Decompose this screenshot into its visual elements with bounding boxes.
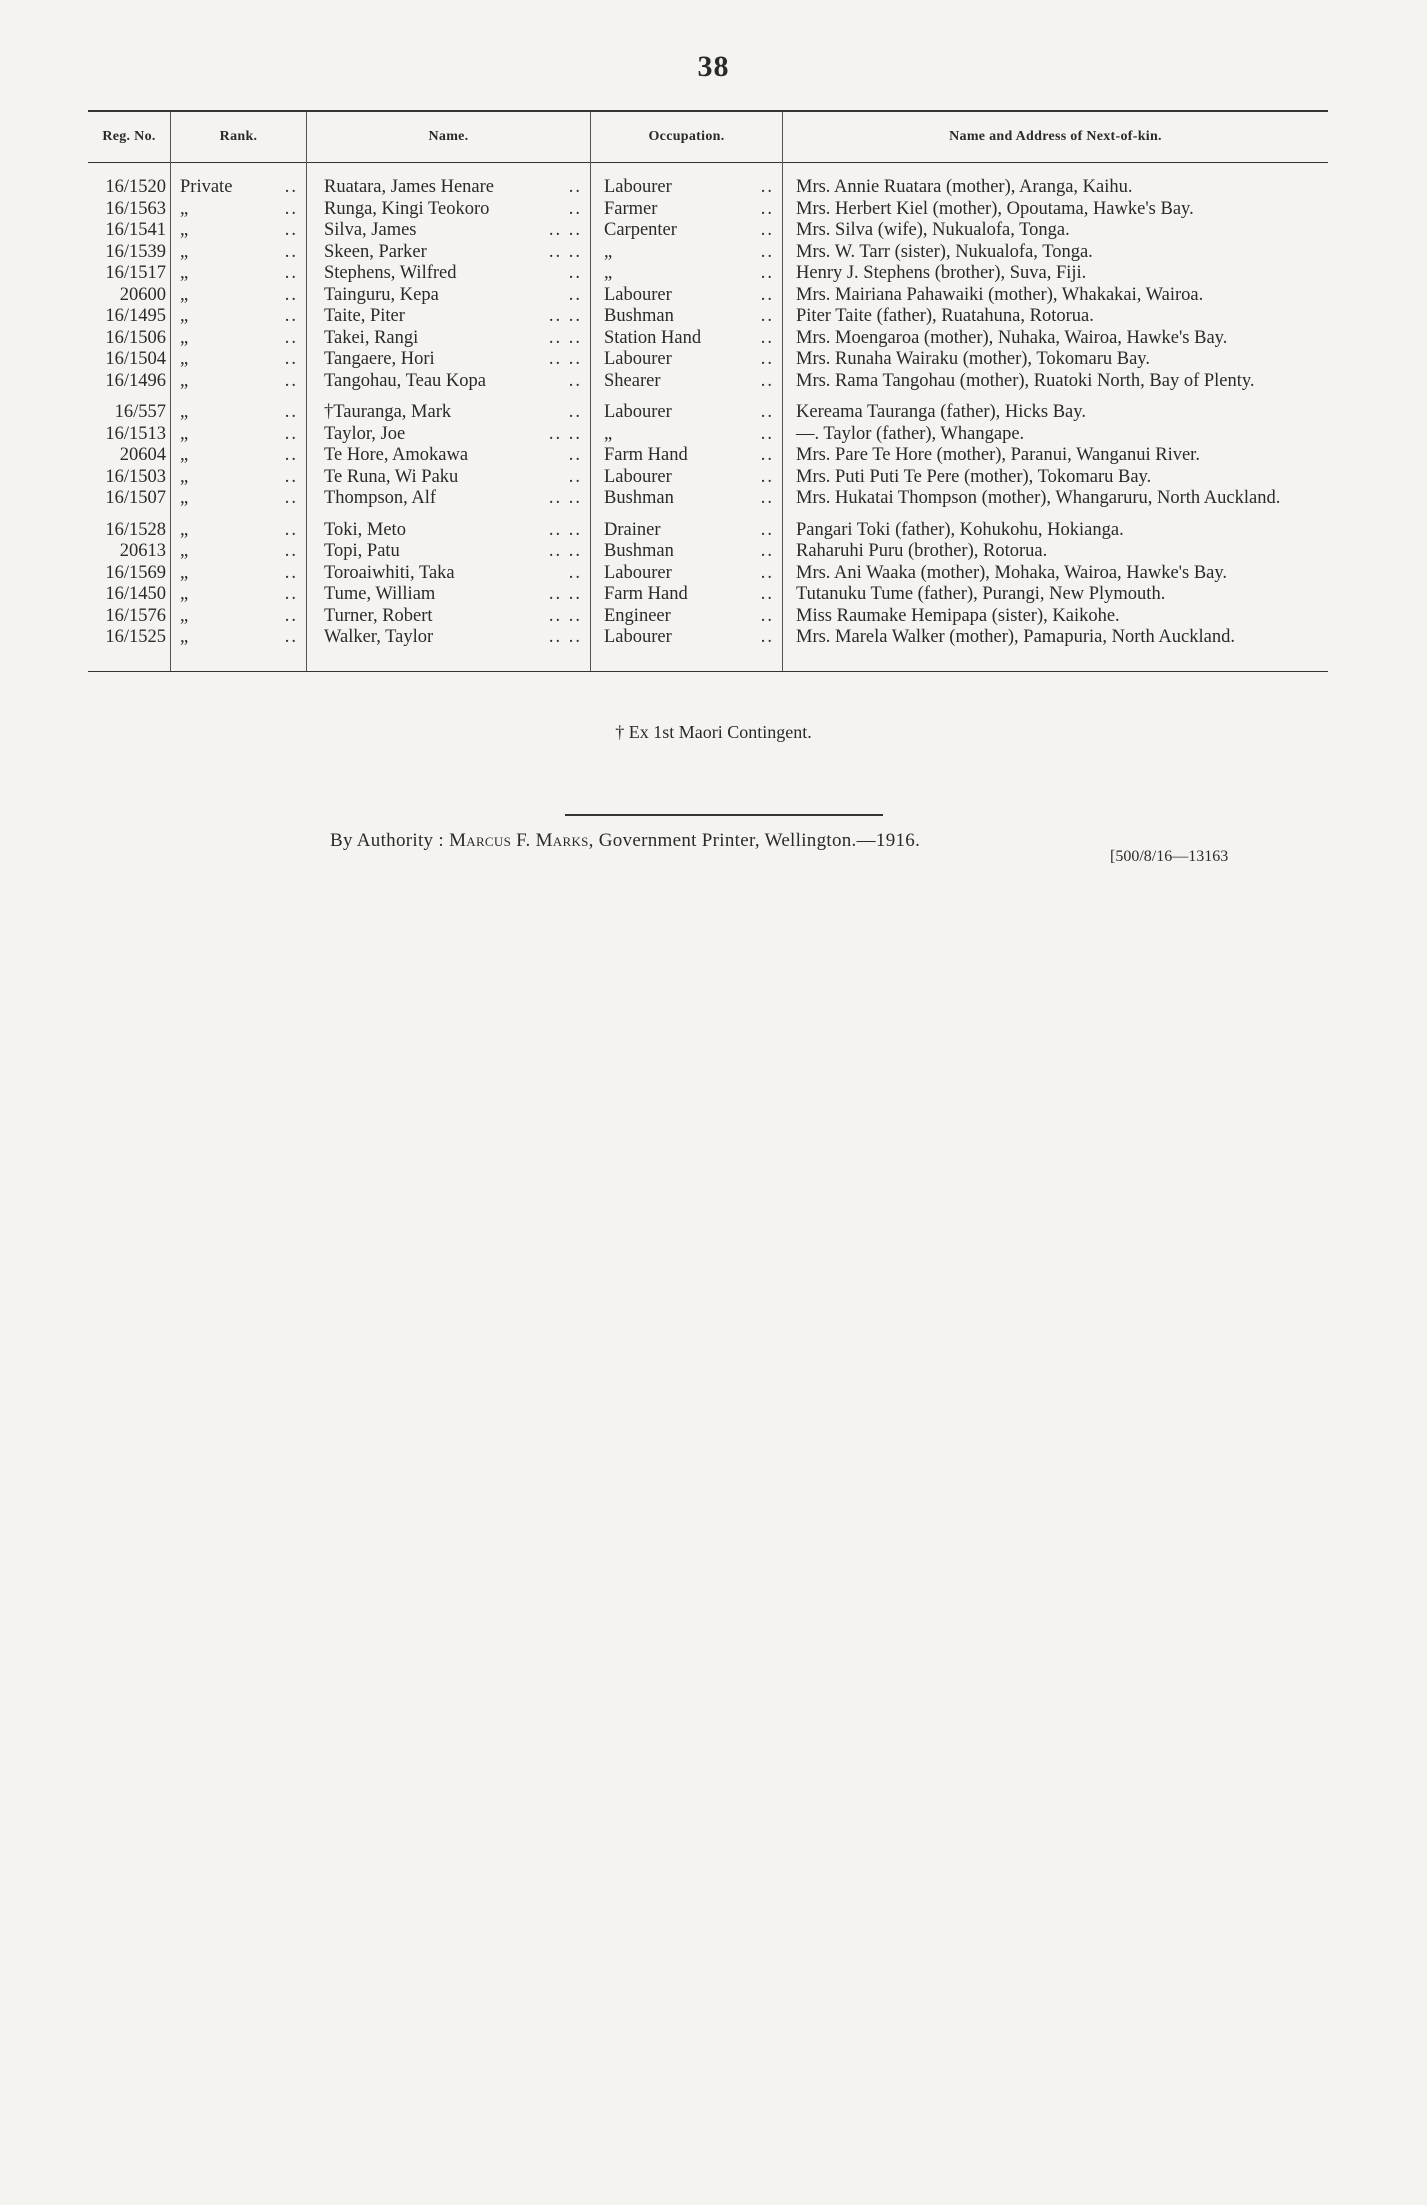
leader-dots: .. <box>760 284 774 305</box>
roll-of-honour-table <box>88 110 1328 672</box>
leader-dots: .. .. <box>548 605 582 626</box>
occupation-text: „ <box>604 263 613 283</box>
name-text: Turner, Robert <box>324 605 433 626</box>
leader-dots: .. <box>284 327 298 348</box>
table-row <box>88 371 1328 393</box>
table-header <box>88 112 1328 163</box>
leader-dots: .. <box>760 177 774 197</box>
next-of-kin-cell: Mrs. Annie Ruatara (mother), Aranga, Kaihu. <box>796 177 1133 197</box>
name-text: Thompson, Alf <box>324 488 437 508</box>
name-cell <box>306 328 590 350</box>
leader-dots: .. <box>760 241 774 262</box>
next-of-kin-cell: Piter Taite (father), Ruatahuna, Rotorua. <box>796 306 1094 326</box>
occupation-cell <box>590 349 782 371</box>
leader-dots: .. .. <box>548 423 582 444</box>
name-text: Walker, Taylor <box>324 627 434 647</box>
leader-dots: .. <box>568 562 582 583</box>
occupation-cell <box>590 242 782 264</box>
table-row <box>88 177 1328 199</box>
leader-dots: .. <box>760 466 774 487</box>
leader-dots: .. <box>284 177 298 197</box>
leader-dots: .. <box>284 349 298 369</box>
reg-no-cell: 16/1450 <box>105 584 166 604</box>
header-occupation: Occupation. <box>590 112 782 162</box>
table-row <box>88 263 1328 285</box>
column-divider <box>306 153 307 671</box>
reg-no-cell: 20604 <box>119 445 166 465</box>
occupation-text: Bushman <box>604 488 674 508</box>
leader-dots: .. <box>284 241 298 262</box>
occupation-text: Labourer <box>604 562 672 583</box>
name-cell <box>306 563 590 585</box>
rank-cell <box>170 199 306 221</box>
rank-text: „ <box>180 466 189 487</box>
rank-text: „ <box>180 370 189 391</box>
rank-cell <box>170 263 306 285</box>
name-text: Ruatara, James Henare <box>324 177 495 197</box>
leader-dots: .. <box>568 370 582 391</box>
rank-text: „ <box>180 519 189 540</box>
reg-no-cell: 16/1525 <box>105 627 166 647</box>
table-row <box>88 328 1328 350</box>
name-cell <box>306 606 590 628</box>
name-text: Skeen, Parker <box>324 241 427 262</box>
name-text: Toki, Meto <box>324 519 406 540</box>
occupation-text: Station Hand <box>604 327 702 348</box>
next-of-kin-cell: Mrs. Puti Puti Te Pere (mother), Tokomaru Bay. <box>796 466 1152 487</box>
name-text: Takei, Rangi <box>324 327 419 348</box>
occupation-text: „ <box>604 423 613 444</box>
header-next-of-kin: Name and Address of Next-of-kin. <box>782 112 1328 162</box>
rank-cell <box>170 467 306 489</box>
rank-text: „ <box>180 241 189 262</box>
leader-dots: .. <box>284 562 298 583</box>
occupation-text: „ <box>604 241 613 262</box>
leader-dots: .. <box>284 488 298 508</box>
leader-dots: .. <box>284 402 298 422</box>
table-row <box>88 606 1328 628</box>
table-row <box>88 541 1328 563</box>
occupation-cell <box>590 488 782 510</box>
occupation-cell <box>590 563 782 585</box>
table-row <box>88 306 1328 328</box>
leader-dots: .. .. <box>548 627 582 647</box>
occupation-cell <box>590 177 782 199</box>
imprint-suffix: , Government Printer, Wellington.—1916. <box>588 830 921 851</box>
occupation-cell <box>590 467 782 489</box>
reg-no-cell: 16/1506 <box>105 327 166 348</box>
leader-dots: .. <box>284 519 298 540</box>
next-of-kin-cell: Tutanuku Tume (father), Purangi, New Plymouth. <box>796 584 1166 604</box>
leader-dots: .. <box>760 562 774 583</box>
name-cell <box>306 488 590 510</box>
occupation-cell <box>590 520 782 542</box>
name-text: Topi, Patu <box>324 541 400 561</box>
imprint <box>330 830 920 852</box>
next-of-kin-cell: Henry J. Stephens (brother), Suva, Fiji. <box>796 263 1087 283</box>
occupation-cell <box>590 541 782 563</box>
name-text: Tangohau, Teau Kopa <box>324 370 486 391</box>
next-of-kin-cell: Mrs. Mairiana Pahawaiki (mother), Whakakai, Wairoa. <box>796 284 1204 305</box>
next-of-kin-cell: Mrs. Herbert Kiel (mother), Opoutama, Hawke's Bay. <box>796 198 1194 219</box>
rank-cell <box>170 488 306 510</box>
leader-dots: .. <box>760 488 774 508</box>
table-row <box>88 220 1328 242</box>
table-row <box>88 445 1328 467</box>
leader-dots: .. <box>760 198 774 219</box>
leader-dots: .. <box>568 284 582 305</box>
name-text: Stephens, Wilfred <box>324 263 457 283</box>
name-text: Te Hore, Amokawa <box>324 445 469 465</box>
rank-cell <box>170 584 306 606</box>
reg-no-cell: 16/1513 <box>105 423 166 444</box>
reg-no-cell: 16/1539 <box>105 241 166 262</box>
name-text: Taylor, Joe <box>324 423 406 444</box>
occupation-cell <box>590 445 782 467</box>
name-cell <box>306 349 590 371</box>
table-row <box>88 424 1328 446</box>
occupation-cell <box>590 424 782 446</box>
table-row <box>88 349 1328 371</box>
name-text: Tangaere, Hori <box>324 349 435 369</box>
rank-cell <box>170 445 306 467</box>
column-divider <box>170 153 171 671</box>
leader-dots: .. <box>284 584 298 604</box>
name-text: Taite, Piter <box>324 306 405 326</box>
name-cell <box>306 520 590 542</box>
occupation-cell <box>590 584 782 606</box>
leader-dots: .. <box>760 220 774 240</box>
leader-dots: .. <box>760 370 774 391</box>
leader-dots: .. <box>284 284 298 305</box>
occupation-text: Bushman <box>604 541 674 561</box>
leader-dots: .. <box>760 402 774 422</box>
leader-dots: .. <box>284 370 298 391</box>
rank-cell <box>170 177 306 199</box>
occupation-text: Shearer <box>604 370 661 391</box>
name-cell <box>306 424 590 446</box>
rank-text: „ <box>180 306 189 326</box>
occupation-text: Drainer <box>604 519 661 540</box>
reg-no-cell: 16/1541 <box>105 220 166 240</box>
table-body <box>88 163 1328 672</box>
leader-dots: .. <box>284 605 298 626</box>
leader-dots: .. .. <box>548 488 582 508</box>
occupation-cell <box>590 328 782 350</box>
header-name: Name. <box>306 112 590 162</box>
leader-dots: .. <box>284 263 298 283</box>
rank-cell <box>170 306 306 328</box>
rank-cell <box>170 563 306 585</box>
occupation-cell <box>590 606 782 628</box>
occupation-cell <box>590 402 782 424</box>
reg-no-cell: 16/1563 <box>105 198 166 219</box>
next-of-kin-cell: Mrs. Rama Tangohau (mother), Ruatoki North, Bay of Plenty. <box>796 370 1255 391</box>
rank-cell <box>170 220 306 242</box>
occupation-text: Labourer <box>604 177 672 197</box>
column-divider <box>782 153 783 671</box>
name-text: Toroaiwhiti, Taka <box>324 562 455 583</box>
occupation-text: Carpenter <box>604 220 677 240</box>
rank-text: „ <box>180 627 189 647</box>
next-of-kin-cell: Mrs. Marela Walker (mother), Pamapuria, North Auckland. <box>796 627 1235 647</box>
reg-no-cell: 16/1495 <box>105 306 166 326</box>
reg-no-cell: 20600 <box>119 284 166 305</box>
table-row <box>88 402 1328 424</box>
name-cell <box>306 541 590 563</box>
name-cell <box>306 306 590 328</box>
reg-no-cell: 16/1528 <box>105 519 166 540</box>
leader-dots: .. <box>760 445 774 465</box>
reg-no-cell: 16/1569 <box>105 562 166 583</box>
page-number: 38 <box>697 50 730 83</box>
rank-cell <box>170 627 306 649</box>
table-row <box>88 584 1328 606</box>
reg-no-cell: 16/1503 <box>105 466 166 487</box>
table-row <box>88 563 1328 585</box>
leader-dots: .. <box>760 306 774 326</box>
next-of-kin-cell: Mrs. Silva (wife), Nukualofa, Tonga. <box>796 220 1070 240</box>
header-rank: Rank. <box>170 112 306 162</box>
header-reg-no: Reg. No. <box>102 129 156 144</box>
rank-text: „ <box>180 423 189 444</box>
leader-dots: .. <box>284 627 298 647</box>
occupation-text: Labourer <box>604 284 672 305</box>
leader-dots: .. .. <box>548 519 582 540</box>
leader-dots: .. <box>760 327 774 348</box>
rank-text: „ <box>180 445 189 465</box>
rank-cell <box>170 606 306 628</box>
name-cell <box>306 242 590 264</box>
rank-text: „ <box>180 605 189 626</box>
name-cell <box>306 627 590 649</box>
rank-text: „ <box>180 284 189 305</box>
leader-dots: .. <box>284 198 298 219</box>
next-of-kin-cell: Miss Raumake Hemipapa (sister), Kaikohe. <box>796 605 1120 626</box>
table-row <box>88 199 1328 221</box>
rank-cell <box>170 328 306 350</box>
imprint-prefix: By Authority : <box>330 830 444 851</box>
rank-text: „ <box>180 541 189 561</box>
leader-dots: .. <box>760 423 774 444</box>
next-of-kin-cell: Mrs. W. Tarr (sister), Nukualofa, Tonga. <box>796 241 1093 262</box>
leader-dots: .. <box>760 519 774 540</box>
column-divider <box>590 153 591 671</box>
reg-no-cell: 16/1520 <box>105 177 166 197</box>
occupation-text: Labourer <box>604 402 672 422</box>
next-of-kin-cell: Mrs. Moengaroa (mother), Nuhaka, Wairoa, Hawke's Bay. <box>796 327 1228 348</box>
rank-text: „ <box>180 584 189 604</box>
name-cell <box>306 177 590 199</box>
leader-dots: .. <box>284 466 298 487</box>
leader-dots: .. .. <box>548 306 582 326</box>
rank-text: „ <box>180 402 189 422</box>
occupation-cell <box>590 627 782 649</box>
reg-no-cell: 16/1504 <box>105 349 166 369</box>
next-of-kin-cell: Pangari Toki (father), Kohukohu, Hokianga. <box>796 519 1124 540</box>
imprint-printer: Marcus F. Marks <box>449 830 589 851</box>
next-of-kin-cell: Mrs. Ani Waaka (mother), Mohaka, Wairoa, Hawke's Bay. <box>796 562 1228 583</box>
leader-dots: .. <box>284 306 298 326</box>
name-cell <box>306 371 590 393</box>
rank-text: „ <box>180 198 189 219</box>
name-text: Tainguru, Kepa <box>324 284 439 305</box>
name-text: Tume, William <box>324 584 436 604</box>
occupation-text: Labourer <box>604 627 672 647</box>
name-cell <box>306 199 590 221</box>
rank-cell <box>170 541 306 563</box>
table-row <box>88 467 1328 489</box>
rank-text: „ <box>180 220 189 240</box>
name-text: Silva, James <box>324 220 417 240</box>
occupation-text: Engineer <box>604 605 671 626</box>
leader-dots: .. <box>284 445 298 465</box>
name-cell <box>306 402 590 424</box>
footnote: † Ex 1st Maori Contingent. <box>615 722 812 742</box>
next-of-kin-cell: Kereama Tauranga (father), Hicks Bay. <box>796 402 1086 422</box>
leader-dots: .. <box>760 541 774 561</box>
leader-dots: .. <box>760 605 774 626</box>
reg-no-cell: 16/1576 <box>105 605 166 626</box>
leader-dots: .. <box>760 584 774 604</box>
leader-dots: .. <box>284 541 298 561</box>
reg-no-cell: 16/557 <box>114 402 166 422</box>
leader-dots: .. <box>284 423 298 444</box>
occupation-cell <box>590 285 782 307</box>
rank-cell <box>170 349 306 371</box>
leader-dots: .. .. <box>548 349 582 369</box>
reg-no-cell: 16/1507 <box>105 488 166 508</box>
occupation-text: Farm Hand <box>604 445 688 465</box>
leader-dots: .. .. <box>548 541 582 561</box>
occupation-text: Labourer <box>604 466 672 487</box>
name-cell <box>306 285 590 307</box>
leader-dots: .. <box>284 220 298 240</box>
table-row <box>88 488 1328 510</box>
name-cell <box>306 263 590 285</box>
leader-dots: .. <box>568 198 582 219</box>
occupation-cell <box>590 199 782 221</box>
leader-dots: .. <box>568 445 582 465</box>
rank-cell <box>170 285 306 307</box>
leader-dots: .. <box>760 263 774 283</box>
rank-cell <box>170 402 306 424</box>
leader-dots: .. <box>568 466 582 487</box>
table-row <box>88 627 1328 649</box>
occupation-cell <box>590 263 782 285</box>
name-text: Te Runa, Wi Paku <box>324 466 459 487</box>
next-of-kin-cell: —. Taylor (father), Whangape. <box>796 423 1025 444</box>
reg-no-cell: 16/1517 <box>105 263 166 283</box>
leader-dots: .. .. <box>548 327 582 348</box>
name-text: †Tauranga, Mark <box>324 402 452 422</box>
rank-cell <box>170 520 306 542</box>
rank-text: „ <box>180 349 189 369</box>
leader-dots: .. <box>760 627 774 647</box>
leader-dots: .. <box>568 263 582 283</box>
reg-no-cell: 16/1496 <box>105 370 166 391</box>
occupation-text: Farmer <box>604 198 658 219</box>
next-of-kin-cell: Mrs. Runaha Wairaku (mother), Tokomaru Bay. <box>796 349 1150 369</box>
rank-text: „ <box>180 327 189 348</box>
occupation-cell <box>590 371 782 393</box>
name-text: Runga, Kingi Teokoro <box>324 198 490 219</box>
occupation-cell <box>590 220 782 242</box>
leader-dots: .. <box>568 177 582 197</box>
leader-dots: .. .. <box>548 241 582 262</box>
name-cell <box>306 584 590 606</box>
next-of-kin-cell: Raharuhi Puru (brother), Rotorua. <box>796 541 1048 561</box>
rank-text: „ <box>180 488 189 508</box>
next-of-kin-cell: Mrs. Pare Te Hore (mother), Paranui, Wanganui River. <box>796 445 1200 465</box>
reg-no-cell: 20613 <box>119 541 166 561</box>
name-cell <box>306 220 590 242</box>
rank-cell <box>170 424 306 446</box>
rank-text: Private <box>180 177 233 197</box>
leader-dots: .. .. <box>548 584 582 604</box>
rank-cell <box>170 242 306 264</box>
name-cell <box>306 445 590 467</box>
occupation-cell <box>590 306 782 328</box>
rank-text: „ <box>180 263 189 283</box>
table-row <box>88 285 1328 307</box>
leader-dots: .. <box>568 402 582 422</box>
table-row <box>88 242 1328 264</box>
imprint-divider <box>565 814 883 816</box>
rank-cell <box>170 371 306 393</box>
print-code: [500/8/16—13163 <box>1110 848 1229 865</box>
next-of-kin-cell: Mrs. Hukatai Thompson (mother), Whangaruru, North Auckland. <box>796 488 1281 508</box>
occupation-text: Farm Hand <box>604 584 688 604</box>
leader-dots: .. .. <box>548 220 582 240</box>
rank-text: „ <box>180 562 189 583</box>
leader-dots: .. <box>760 349 774 369</box>
occupation-text: Bushman <box>604 306 674 326</box>
name-cell <box>306 467 590 489</box>
table-row <box>88 520 1328 542</box>
occupation-text: Labourer <box>604 349 672 369</box>
